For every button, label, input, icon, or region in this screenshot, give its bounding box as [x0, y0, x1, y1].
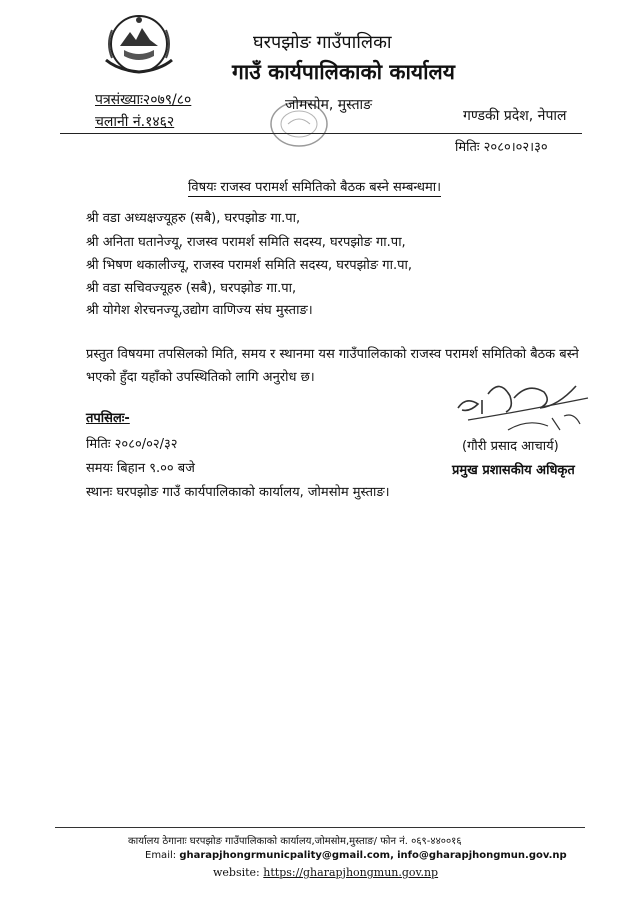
- office-location: जोमसोम, मुस्ताङ: [285, 97, 373, 113]
- detail-time: समयः बिहान ९.०० बजे: [86, 461, 195, 476]
- footer-website: [213, 866, 438, 879]
- footer-email: [145, 850, 567, 861]
- signatory-title: प्रमुख प्रशासकीय अधिकृत: [452, 463, 575, 478]
- details-heading: तपसिलः-: [86, 411, 130, 426]
- office-title: गाउँ कार्यपालिकाको कार्यालय: [232, 60, 455, 84]
- website-link[interactable]: https://gharapjhongmun.gov.np: [263, 866, 439, 879]
- nepal-emblem-logo: [98, 10, 180, 82]
- footer-divider: [55, 827, 585, 828]
- signatory-name: (गौरी प्रसाद आचार्य): [462, 439, 559, 454]
- detail-date: मितिः २०८०/०२/३२: [86, 437, 178, 452]
- email-link-2[interactable]: info@gharapjhongmun.gov.np: [397, 850, 567, 861]
- municipality-name: घरपझोङ गाउँपालिका: [253, 32, 392, 53]
- recipient-line: श्री वडा अध्यक्षज्यूहरु (सबै), घरपझोङ गा.पा,: [86, 211, 301, 226]
- province-name: गण्डकी प्रदेश, नेपाल: [463, 108, 567, 124]
- website-label: website:: [213, 866, 260, 879]
- recipient-line: श्री योगेश शेरचनज्यू,उद्योग वाणिज्य संघ मुस्ताङ।: [86, 303, 313, 318]
- letter-body: प्रस्तुत विषयमा तपसिलको मिति, समय र स्थानमा यस गाउँपालिकाको राजस्व परामर्श समितिको बैठक बस्ने भएको हुँदा यहाँको उपस्थितिको लागि अनुरोध छ।: [86, 347, 579, 385]
- ref-number: पत्रसंख्याः२०७९/८०: [95, 92, 192, 108]
- dispatch-number: चलानी नं.१४६२: [95, 114, 175, 130]
- email-label: Email:: [145, 850, 177, 861]
- recipient-line: श्री वडा सचिवज्यूहरु (सबै), घरपझोङ गा.पा,: [86, 281, 297, 296]
- detail-venue: स्थानः घरपझोङ गाउँ कार्यपालिकाको कार्यालय, जोमसोम मुस्ताङ।: [86, 485, 390, 500]
- header-divider: [60, 133, 582, 134]
- letter-subject: विषयः राजस्व परामर्श समितिको बैठक बस्ने सम्बन्धमा।: [188, 177, 441, 197]
- handwritten-signature: [448, 368, 598, 436]
- email-link-1[interactable]: gharapjhongrmunicpality@gmail.com,: [179, 850, 394, 861]
- letter-date: मितिः २०८०।०२।३०: [455, 140, 548, 155]
- recipient-line: श्री भिषण थकालीज्यू, राजस्व परामर्श समिति सदस्य, घरपझोङ गा.पा,: [86, 258, 412, 273]
- recipient-line: श्री अनिता घतानेज्यू, राजस्व परामर्श समिति सदस्य, घरपझोङ गा.पा,: [86, 235, 406, 250]
- footer-address: कार्यालय ठेगानाः घरपझोङ गाउँपालिकाको कार्यालय,जोमसोम,मुस्ताङ/ फोन नं. ०६९-४४००१६: [128, 836, 462, 847]
